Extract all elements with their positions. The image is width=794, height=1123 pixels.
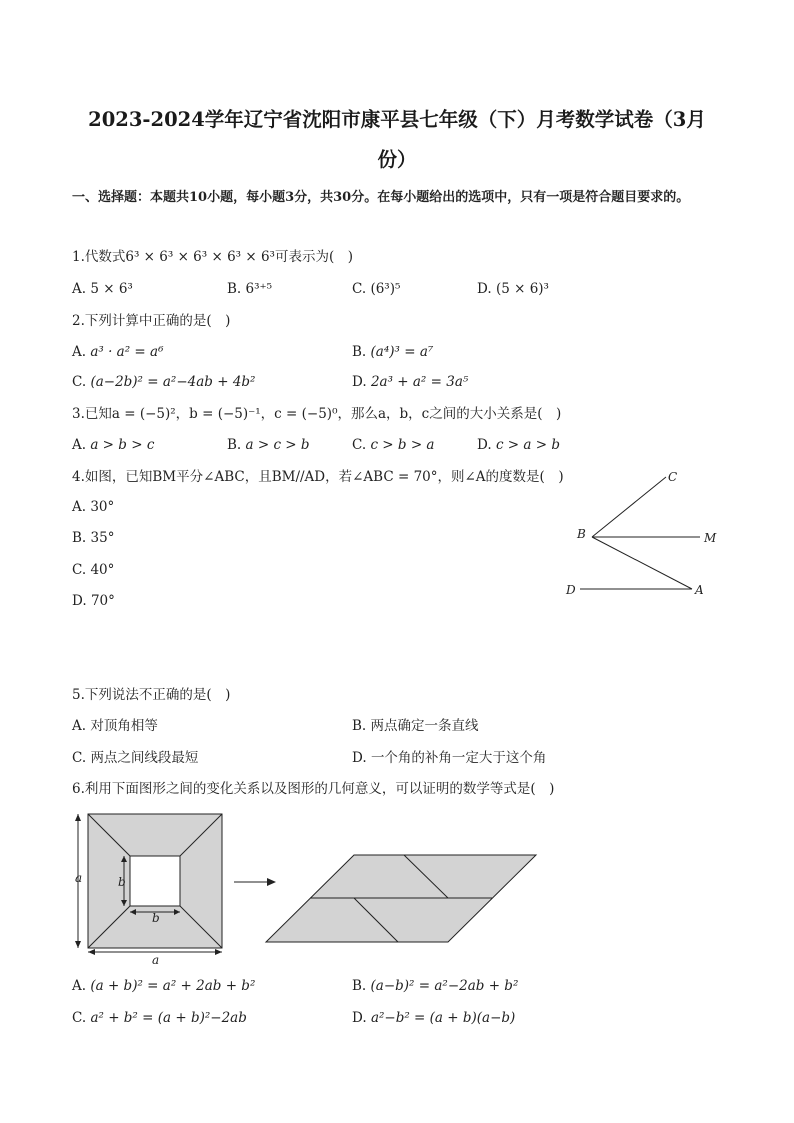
q3-option-c[interactable]: C. c > b > a: [352, 437, 435, 453]
q6-option-d[interactable]: D. a²−b² = (a + b)(a−b): [352, 1010, 516, 1026]
q2-option-c[interactable]: C. (a−2b)² = a²−4ab + 4b²: [72, 374, 256, 390]
question-4: [72, 467, 564, 487]
label-c: C: [668, 470, 678, 484]
q1-option-b[interactable]: B. 6³⁺⁵: [227, 281, 273, 297]
q4-angle-figure: [560, 465, 730, 605]
q6-option-a[interactable]: A. (a + b)² = a² + 2ab + b²: [72, 978, 256, 994]
ray-bc: [592, 477, 666, 537]
question-number: 5.: [72, 687, 85, 703]
q4-option-c[interactable]: C. 40°: [72, 562, 115, 578]
q4-option-d[interactable]: D. 70°: [72, 593, 115, 609]
question-stem: 利用下面图形之间的变化关系以及图形的几何意义，可以证明的数学等式是( ): [84, 781, 555, 797]
label-a-left: a: [75, 871, 83, 885]
question-number: 2.: [72, 313, 85, 329]
question-stem-expression: 6³ × 6³ × 6³ × 6³ × 6³: [125, 249, 275, 265]
question-stem: 下列计算中正确的是( ): [84, 313, 231, 329]
question-stem: 已知a = (−5)²，b = (−5)⁻¹，c = (−5)⁰，那么a，b，c之间的大小关系是( ): [84, 406, 562, 422]
label-a: A: [695, 583, 704, 597]
q6-figure: [66, 808, 546, 968]
inner-square-hole: [130, 856, 180, 906]
question-5: [72, 685, 230, 705]
q5-option-a[interactable]: A. 对顶角相等: [72, 718, 158, 734]
question-3: [72, 404, 561, 424]
title-line-2: 份）: [377, 148, 417, 171]
page-title: [40, 100, 754, 180]
q3-option-a[interactable]: A. a > b > c: [72, 437, 155, 453]
question-stem-suffix: 可表示为( ): [274, 249, 354, 265]
q5-option-c[interactable]: C. 两点之间线段最短: [72, 750, 199, 766]
title-line-1: 2023-2024学年辽宁省沈阳市康平县七年级（下）月考数学试卷（3月: [88, 108, 706, 131]
q1-option-d[interactable]: D. (5 × 6)³: [477, 281, 549, 297]
q2-option-d[interactable]: D. 2a³ + a² = 3a⁵: [352, 374, 469, 390]
q5-option-b[interactable]: B. 两点确定一条直线: [352, 718, 479, 734]
section-heading: 一、选择题：本题共10小题，每小题3分，共30分。在每小题给出的选项中，只有一项是符合题目要求的。: [72, 190, 690, 205]
question-6: [72, 779, 554, 799]
label-a-bottom: a: [152, 953, 160, 967]
q1-option-a[interactable]: A. 5 × 6³: [72, 281, 133, 297]
q4-option-b[interactable]: B. 35°: [72, 530, 115, 546]
question-number: 6.: [72, 781, 85, 797]
question-stem: 如图，已知BM平分∠ABC，且BM//AD，若∠ABC = 70°，则∠A的度数是( ): [84, 469, 564, 485]
question-number: 4.: [72, 469, 85, 485]
label-d: D: [566, 583, 576, 597]
question-number: 1.: [72, 249, 85, 265]
question-stem: 下列说法不正确的是( ): [84, 687, 231, 703]
label-b: B: [577, 527, 586, 541]
q5-option-d[interactable]: D. 一个角的补角一定大于这个角: [352, 750, 547, 766]
q1-option-c[interactable]: C. (6³)⁵: [352, 281, 401, 297]
q6-option-b[interactable]: B. (a−b)² = a²−2ab + b²: [352, 978, 519, 994]
question-2: [72, 311, 230, 331]
segment-ba: [592, 537, 692, 589]
q2-option-b[interactable]: B. (a⁴)³ = a⁷: [352, 344, 434, 360]
q2-option-a[interactable]: A. a³ · a² = a⁶: [72, 344, 164, 360]
q6-option-c[interactable]: C. a² + b² = (a + b)²−2ab: [72, 1010, 247, 1026]
question-1: [72, 247, 353, 267]
question-stem-prefix: 代数式: [84, 249, 126, 265]
label-b-left: b: [118, 875, 126, 889]
label-m: M: [704, 531, 717, 545]
q4-option-a[interactable]: A. 30°: [72, 499, 115, 515]
question-number: 3.: [72, 406, 85, 422]
q3-option-d[interactable]: D. c > a > b: [477, 437, 560, 453]
q3-option-b[interactable]: B. a > c > b: [227, 437, 310, 453]
label-b-bottom: b: [152, 911, 160, 925]
